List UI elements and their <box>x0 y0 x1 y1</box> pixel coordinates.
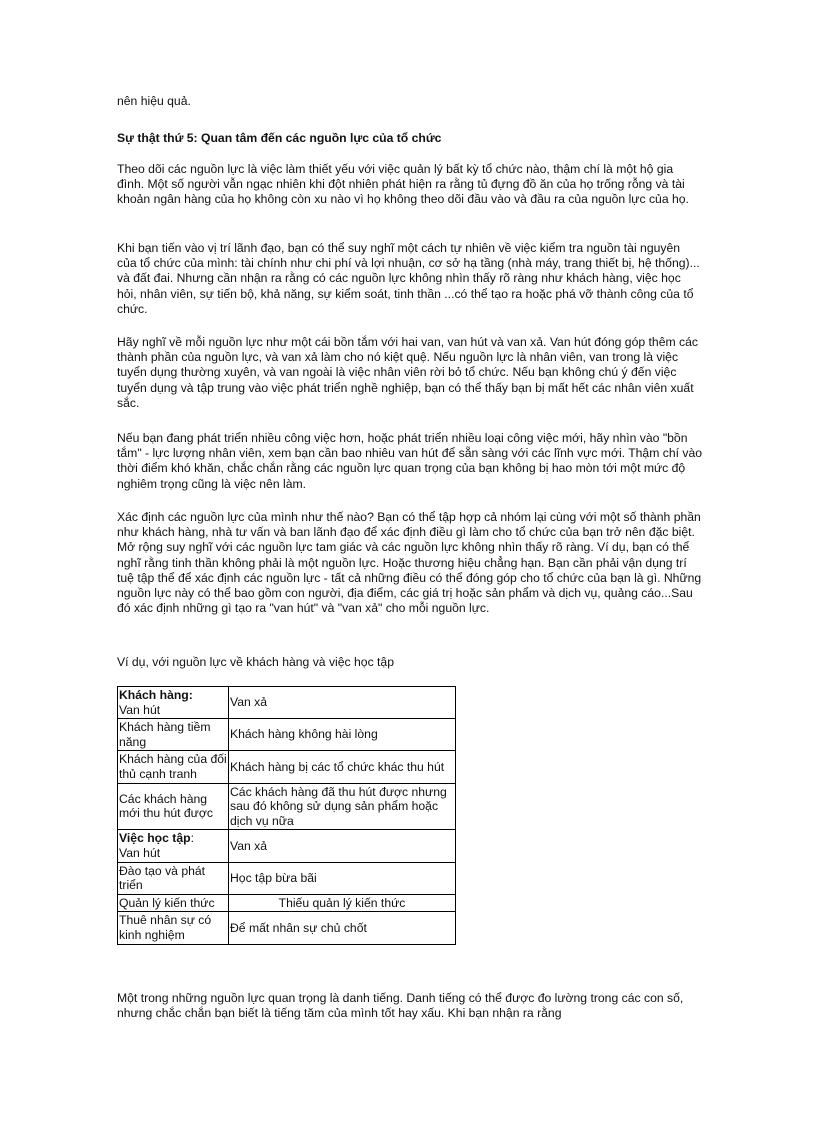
resource-table <box>117 686 456 945</box>
table-cell: Quản lý kiến thức <box>118 894 229 912</box>
paragraph-1: Theo dõi các nguồn lực là việc làm thiết yếu với việc quản lý bất kỳ tổ chức nào, thậm chí là một hộ gia đình. Một số người vẫn ngạc nhiên khi đột nhiên phát hiện ra rằng tủ đựng đồ ăn của họ trống rỗng và tài khoản ngân hàng của họ không còn xu nào vì họ không theo dõi đầu vào và đầu ra của nguồn lực của họ. <box>117 162 689 207</box>
table-row <box>118 894 456 912</box>
table-section-colon: : <box>190 831 194 846</box>
table-cell: Khách hàng tiềm năng <box>118 719 229 751</box>
paragraph-intro-end: nên hiệu quả. <box>117 94 191 108</box>
table-cell: Khách hàng không hài lòng <box>229 719 456 751</box>
table-cell: Học tập bừa bãi <box>229 862 456 894</box>
table-cell: Thiếu quản lý kiến thức <box>229 894 456 912</box>
table-cell: Thuê nhân sự có kinh nghiệm <box>118 912 229 944</box>
section-heading: Sự thật thứ 5: Quan tâm đến các nguồn lực của tổ chức <box>117 131 442 145</box>
table-row <box>118 719 456 751</box>
table-cell: Để mất nhân sự chủ chốt <box>229 912 456 944</box>
table-section-title: Khách hàng: <box>119 688 193 702</box>
table-row <box>118 783 456 830</box>
table-cell: Các khách hàng đã thu hút được nhưng sau đó không sử dụng sản phẩm hoặc dịch vụ nữa <box>229 783 456 830</box>
table-subheader: Van hút <box>119 845 161 860</box>
table-cell: Đào tạo và phát triển <box>118 862 229 894</box>
table-cell: Khách hàng bị các tổ chức khác thu hút <box>229 751 456 783</box>
table-cell: Khách hàng của đối thủ cạnh tranh <box>118 751 229 783</box>
paragraph-6: Một trong những nguồn lực quan trọng là danh tiếng. Danh tiếng có thể được đo lường trong các con số, nhưng chắc chắn bạn biết là tiếng tăm của mình tốt hay xấu. Khi bạn nhận ra rằng <box>117 991 684 1021</box>
paragraph-3: Hãy nghĩ về mỗi nguồn lực như một cái bồn tắm với hai van, van hút và van xả. Van hút đóng góp thêm các thành phần của nguồn lực, và van xả làm cho nó kiệt quệ. Nếu nguồn lực là nhân viên, van trong là việc tuyển dụng thường xuyên, và van ngoài là việc nhân viên rời bỏ tổ chức. Nếu bạn không chú ý đến việc tuyển dụng và tập trung vào việc phát triển nghề nghiệp, bạn có thể thấy bạn bị mất hết các nhân viên xuất sắc. <box>117 335 698 410</box>
table-cell: Van xả <box>229 687 456 719</box>
table-cell: Các khách hàng mới thu hút được <box>118 783 229 830</box>
table-subheader: Van hút <box>119 702 161 717</box>
table-cell: Van xả <box>229 830 456 862</box>
table-cell <box>118 830 229 862</box>
paragraph-2: Khi bạn tiến vào vị trí lãnh đạo, bạn có thể suy nghĩ một cách tự nhiên về việc kiểm tra nguồn tài nguyên của tổ chức của mình: tài chính như chi phí và lợi nhuận, cơ sở hạ tầng (nhà máy, trang thiết bị, hệ thống)... và đất đai. Nhưng cần nhận ra rằng có các nguồn lực không nhìn thấy rõ ràng như khách hàng, việc học hỏi, nhân viên, sự tiến bộ, khả năng, sự kiểm soát, tinh thần ...có thể tạo ra hoặc phá vỡ thành công của tổ chức. <box>117 241 700 316</box>
paragraph-5: Xác định các nguồn lực của mình như thế nào? Bạn có thể tập hợp cả nhóm lại cùng với một số thành phần như khách hàng, nhà tư vấn và ban lãnh đạo để xác định điều gì làm cho tổ chức của bạn trở nên đặc biệt. Mở rộng suy nghĩ với các nguồn lực tam giác và các nguồn lực không nhìn thấy rõ ràng. Ví dụ, bạn có thể nghĩ rằng tinh thần không phải là một nguồn lực. Hoặc thương hiệu chẳng hạn. Bạn cần phải vận dụng trí tuệ tập thể để xác định các nguồn lực - tất cả những điều có thể đóng góp cho tổ chức của bạn là gì. Những nguồn lực này có thể bao gồm con người, địa điểm, các giá trị hoặc sản phẩm và dịch vụ, quảng cáo...Sau đó xác định những gì tạo ra "van hút" và "van xả" cho mỗi nguồn lực. <box>117 510 702 616</box>
table-row <box>118 862 456 894</box>
paragraph-4: Nếu bạn đang phát triển nhiều công việc hơn, hoặc phát triển nhiều loại công việc mới, hãy nhìn vào "bồn tắm" - lực lượng nhân viên, xem bạn cần bao nhiêu van hút để sẵn sàng với các lĩnh vực mới. Thậm chí vào thời điểm khó khăn, chắc chắn rằng các nguồn lực quan trọng của bạn không bị hao mòn tới một mức độ nghiêm trọng cũng là việc nên làm. <box>117 431 703 491</box>
table-cell <box>118 687 229 719</box>
table-section-title: Việc học tập <box>119 831 191 846</box>
table-row <box>118 912 456 944</box>
table-row <box>118 830 456 862</box>
table-row <box>118 751 456 783</box>
table-intro: Ví dụ, với nguồn lực về khách hàng và việc học tập <box>117 655 394 669</box>
table-row <box>118 687 456 719</box>
